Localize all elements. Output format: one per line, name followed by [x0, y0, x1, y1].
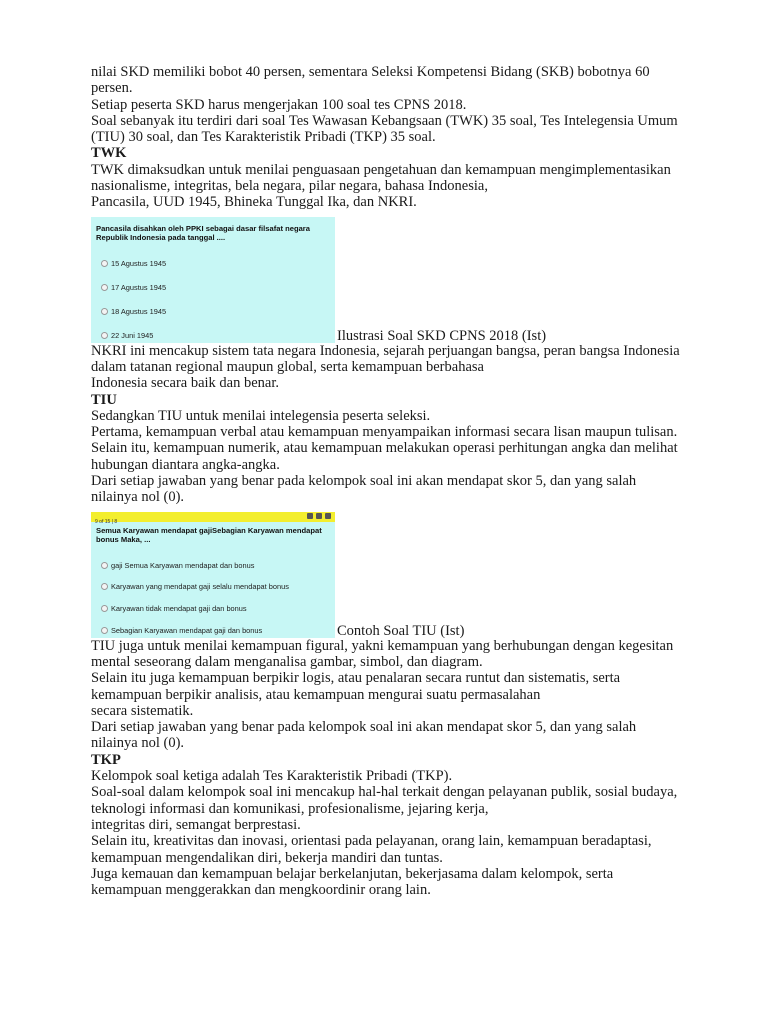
paragraph: secara sistematik.	[91, 702, 194, 719]
paragraph: Pertama, kemampuan verbal atau kemampuan menyampaikan informasi secara lisan maupun tulisan.	[91, 424, 678, 441]
paragraph: Pancasila, UUD 1945, Bhineka Tunggal Ika, dan NKRI.	[91, 194, 417, 211]
radio-icon	[101, 284, 108, 291]
article-body	[91, 64, 681, 898]
figure-tiu-example	[91, 512, 681, 638]
quiz-question: Pancasila disahkan oleh PPKI sebagai dasar filsafat negara Republik Indonesia pada tanggal ....	[96, 223, 310, 242]
quiz-option: 17 Agustus 1945	[101, 280, 166, 296]
paragraph: Setiap peserta SKD harus mengerjakan 100 soal tes CPNS 2018.	[91, 96, 467, 113]
paragraph: nilai SKD memiliki bobot 40 persen, sementara Seleksi Kompetensi Bidang (SKB) bobotnya 60 persen.	[91, 64, 650, 97]
paragraph: Selain itu, kreativitas dan inovasi, orientasi pada pelayanan, orang lain, kemampuan beradaptasi, kemampuan mengendalikan diri, bekerja mandiri dan tuntas.	[91, 833, 652, 866]
radio-icon	[101, 562, 108, 569]
print-icon	[325, 513, 331, 519]
radio-icon	[101, 332, 108, 339]
section-heading-tiu: TIU	[91, 391, 117, 408]
paragraph: TWK dimaksudkan untuk menilai penguasaan pengetahuan dan kemampuan mengimplementasikan nasionalisme, integritas, bela negara, pilar negara, bahasa Indonesia,	[91, 161, 671, 195]
quiz-toolbar	[91, 512, 335, 525]
paragraph: integritas diri, semangat berprestasi.	[91, 816, 301, 833]
quiz-option: gaji Semua Karyawan mendapat dan bonus	[101, 558, 254, 574]
paragraph: Dari setiap jawaban yang benar pada kelompok soal ini akan mendapat skor 5, dan yang salah nilainya nol (0).	[91, 719, 637, 752]
quiz-option: Karyawan tidak mendapat gaji dan bonus	[101, 601, 247, 617]
quiz-question: Semua Karyawan mendapat gajiSebagian Karyawan mendapat bonus Maka, ...	[96, 525, 322, 544]
quiz-card-image	[91, 217, 335, 343]
radio-icon	[101, 583, 108, 590]
paragraph: Soal sebanyak itu terdiri dari soal Tes Wawasan Kebangsaan (TWK) 35 soal, Tes Intelegensia Umum (TIU) 30 soal, dan Tes Karakteristik Pribadi (TKP) 35 soal.	[91, 112, 678, 146]
quiz-option: Karyawan yang mendapat gaji selalu mendapat bonus	[101, 579, 289, 595]
lock-icon	[316, 513, 322, 519]
paragraph: TIU juga untuk menilai kemampuan figural, yakni kemampuan yang berhubungan dengan kegesitan mental seseorang dalam menganalisa gambar, simbol, dan diagram.	[91, 637, 674, 670]
paragraph: Juga kemauan dan kemampuan belajar berkelanjutan, bekerjasama dalam kelompok, serta kemampuan menggerakkan dan mengkoordinir orang lain.	[91, 865, 614, 899]
quiz-option: 15 Agustus 1945	[101, 256, 166, 272]
section-heading-twk: TWK	[91, 145, 127, 162]
radio-icon	[101, 627, 108, 634]
zoom-icon	[307, 513, 313, 519]
section-heading-tkp: TKP	[91, 751, 121, 768]
figure-caption: Contoh Soal TIU (Ist)	[337, 623, 465, 640]
quiz-option: 22 Juni 1945	[101, 328, 153, 344]
quiz-option: Sebagian Karyawan mendapat gaji dan bonus	[101, 623, 262, 639]
quiz-option: 18 Agustus 1945	[101, 304, 166, 320]
figure-caption: Ilustrasi Soal SKD CPNS 2018 (Ist)	[337, 328, 547, 345]
quiz-card-image	[91, 512, 335, 638]
paragraph: Kelompok soal ketiga adalah Tes Karakteristik Pribadi (TKP).	[91, 768, 453, 785]
paragraph: Soal-soal dalam kelompok soal ini mencakup hal-hal terkait dengan pelayanan publik, sosial budaya, teknologi informasi dan komunikasi, profesionalisme, jejaring kerja,	[91, 784, 678, 817]
radio-icon	[101, 260, 108, 267]
paragraph: Sedangkan TIU untuk menilai intelegensia peserta seleksi.	[91, 407, 431, 424]
paragraph: Selain itu, kemampuan numerik, atau kemampuan melakukan operasi perhitungan angka dan melihat hubungan diantara angka-angka.	[91, 440, 678, 473]
quiz-progress: 9 of 15 | 8	[95, 518, 118, 525]
radio-icon	[101, 605, 108, 612]
paragraph: NKRI ini mencakup sistem tata negara Indonesia, sejarah perjuangan bangsa, peran bangsa Indonesia dalam tatanan regional maupun global, serta kemampuan berbahasa	[91, 342, 680, 375]
radio-icon	[101, 308, 108, 315]
figure-skd-illustration	[91, 217, 681, 343]
paragraph: Selain itu juga kemampuan berpikir logis, atau penalaran secara runtut dan sistematis, serta kemampuan berpikir analisis, atau kemampuan mengurai suatu permasalahan	[91, 670, 621, 703]
paragraph: Indonesia secara baik dan benar.	[91, 375, 280, 392]
paragraph: Dari setiap jawaban yang benar pada kelompok soal ini akan mendapat skor 5, dan yang salah nilainya nol (0).	[91, 473, 637, 506]
